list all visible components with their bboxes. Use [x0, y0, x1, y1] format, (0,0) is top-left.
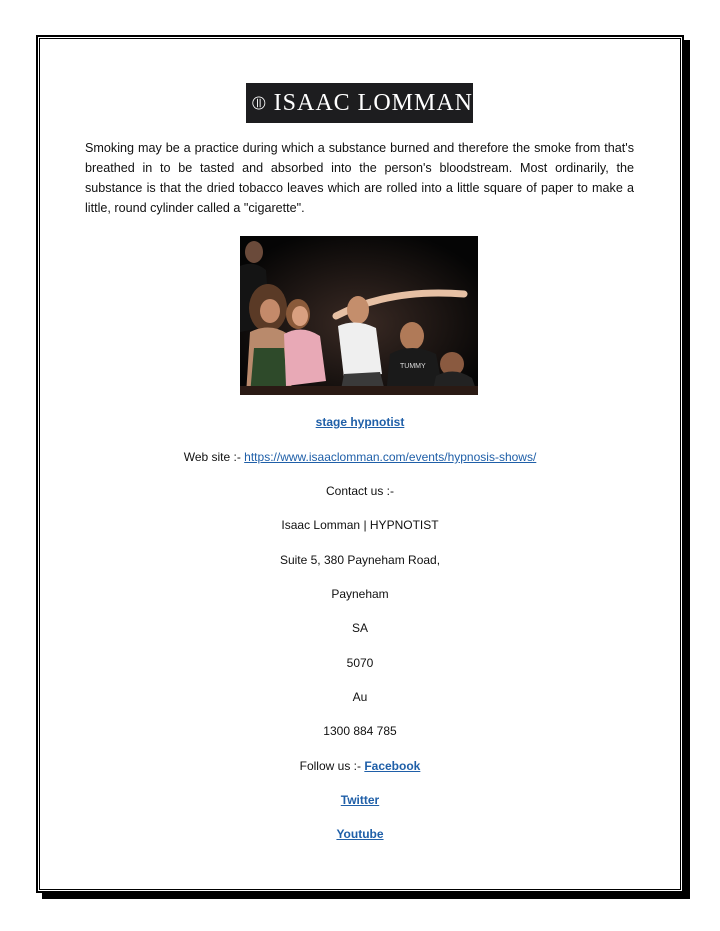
stage-hypnotist-link[interactable]: stage hypnotist — [315, 415, 405, 429]
follow-us-label: Follow us :- — [299, 759, 365, 773]
contact-heading: Contact us :- — [325, 484, 395, 498]
svg-text:TUMMY: TUMMY — [400, 363, 426, 370]
page-border-shadow-bottom — [42, 893, 690, 899]
logo-wordmark: ISAAC LOMMAN — [273, 89, 473, 116]
twitter-link[interactable]: Twitter — [340, 793, 380, 807]
website-label: Web site :- — [183, 450, 245, 464]
contact-suburb: Payneham — [331, 587, 389, 601]
youtube-row — [0, 826, 720, 842]
contact-street: Suite 5, 380 Payneham Road, — [279, 553, 441, 567]
contact-country: Au — [352, 690, 368, 704]
contact-postcode: 5070 — [346, 656, 374, 670]
contact-phone: 1300 884 785 — [323, 724, 397, 738]
follow-us-row — [0, 758, 720, 774]
website-row — [0, 449, 720, 465]
stage-hypnotist-link-row — [0, 414, 720, 430]
contact-name: Isaac Lomman | HYPNOTIST — [281, 518, 439, 532]
youtube-link[interactable]: Youtube — [336, 827, 384, 841]
hypnosis-show-photo — [240, 236, 478, 395]
logo-emblem-icon — [252, 90, 266, 116]
website-url-link[interactable]: https://www.isaaclomman.com/events/hypnosis-shows/ — [244, 450, 537, 464]
twitter-row — [0, 792, 720, 808]
isaac-lomman-logo — [246, 83, 473, 123]
facebook-link[interactable]: Facebook — [364, 759, 421, 773]
contact-state: SA — [351, 621, 368, 635]
body-paragraph: Smoking may be a practice during which a substance burned and therefore the smoke from that's breathed in to be tasted and absorbed into the person's bloodstream. Most ordinarily, the substance is that the dried tobacco leaves which are rolled into a little square of paper to make a little, round cylinder called a "cigarette". — [85, 141, 634, 215]
